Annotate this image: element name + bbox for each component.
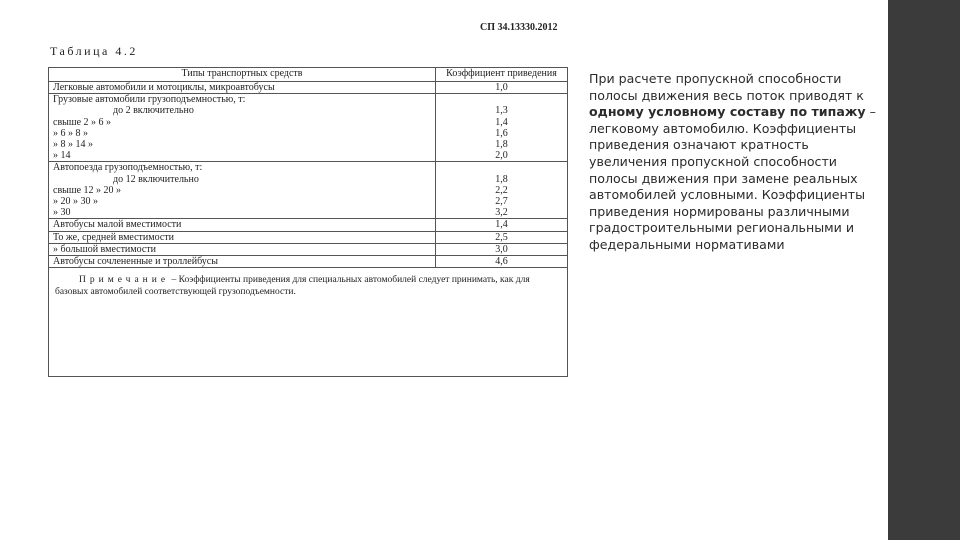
row-value: 4,6	[436, 256, 568, 268]
row-type: свыше 12 » 20 »	[49, 185, 436, 196]
header-coefficient: Коэффициент приведения	[436, 68, 568, 82]
table-row	[49, 196, 567, 207]
row-value: 1,4	[495, 116, 508, 128]
table-row	[49, 139, 567, 150]
note-label: Примечание	[79, 275, 170, 286]
right-side-band	[888, 0, 960, 540]
row-value: 1,6	[495, 127, 508, 139]
table-row	[49, 117, 567, 128]
row-type: » 6 » 8 »	[49, 128, 436, 139]
coefficient-table	[49, 68, 567, 268]
row-type: Легковые автомобили и мотоциклы, микроавтобусы	[49, 82, 436, 94]
table-row	[49, 219, 567, 231]
coefficient-table-frame	[48, 67, 568, 377]
table-note	[49, 268, 567, 298]
table-row	[49, 94, 567, 106]
paragraph-text-end: – легковому автомобилю. Коэффициенты приведения означают кратность увеличения пропускной способности полосы движения при замене реальных автомобилей условными. Коэффициенты приведения нормированы различными градостроительными региональными и федеральными нормативами	[589, 104, 876, 252]
table-row	[49, 185, 567, 196]
row-value: 2,7	[495, 196, 508, 208]
table-caption: Таблица 4.2	[50, 44, 138, 58]
row-type: » 30	[49, 207, 436, 219]
table-header-row	[49, 68, 567, 82]
row-type: » 14	[49, 150, 436, 162]
paragraph-text-start: При расчете пропускной способности полосы движения весь поток приводят к	[589, 71, 864, 103]
row-value: 2,5	[436, 231, 568, 243]
row-value: 1,4	[436, 219, 568, 231]
row-type: » 20 » 30 »	[49, 196, 436, 207]
table-row	[49, 174, 567, 185]
row-type: свыше 2 » 6 »	[49, 117, 436, 128]
table-row	[49, 243, 567, 255]
row-value: 2,0	[436, 150, 568, 162]
row-value: 3,2	[436, 207, 568, 219]
row-type: Автопоезда грузоподъемностью, т:	[49, 162, 436, 174]
table-row	[49, 162, 567, 174]
row-type: Автобусы сочлененные и троллейбусы	[49, 256, 436, 268]
table-row	[49, 207, 567, 219]
document-code: СП 34.13330.2012	[480, 22, 558, 33]
row-type: » большой вместимости	[49, 243, 436, 255]
row-value	[436, 162, 568, 174]
row-type: до 12 включительно	[49, 174, 436, 185]
row-value	[436, 94, 568, 106]
row-value: 1,8	[495, 173, 508, 185]
paragraph-emphasis: одному условному составу по типажу	[589, 104, 866, 120]
row-type: Грузовые автомобили грузоподъемностью, т:	[49, 94, 436, 106]
table-row	[49, 105, 567, 116]
note-text: – Коэффициенты приведения для специальных автомобилей следует принимать, как для базовых автомобилей соответствующей грузоподъемности.	[55, 275, 530, 298]
row-type: » 8 » 14 »	[49, 139, 436, 150]
row-value: 2,2	[495, 184, 508, 196]
row-type: То же, средней вместимости	[49, 231, 436, 243]
explanation-paragraph	[589, 71, 885, 254]
header-vehicle-type: Типы транспортных средств	[49, 68, 436, 82]
row-value: 1,3	[495, 105, 508, 117]
table-row	[49, 256, 567, 268]
table-row	[49, 82, 567, 94]
row-value: 1,0	[436, 82, 568, 94]
row-value: 3,0	[436, 243, 568, 255]
row-value: 1,8	[495, 139, 508, 151]
table-row	[49, 128, 567, 139]
table-row	[49, 231, 567, 243]
table-row	[49, 150, 567, 162]
row-type: Автобусы малой вместимости	[49, 219, 436, 231]
row-type: до 2 включительно	[49, 105, 436, 116]
